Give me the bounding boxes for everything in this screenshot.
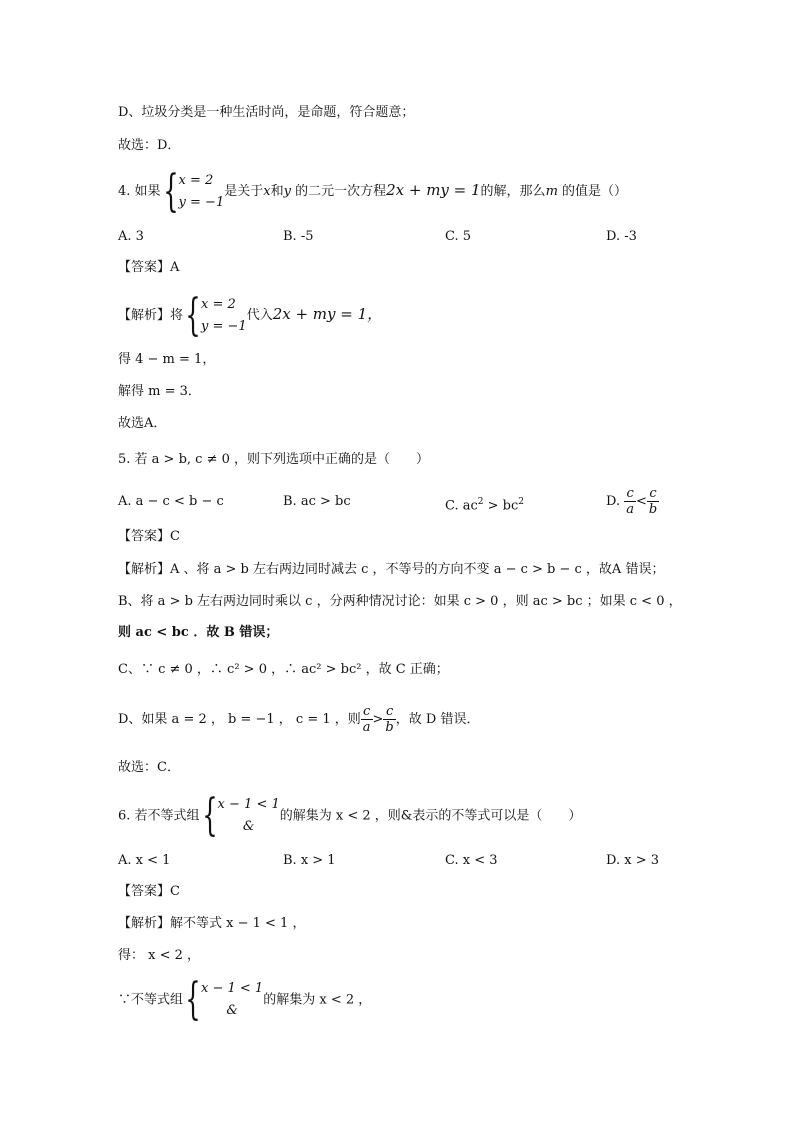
- question-5-explanation-1: 【解析】A 、将 a > b 左右两边同时减去 c ，不等号的方向不变 a − c > b − c ，故A 错误；: [118, 562, 665, 577]
- question-6: 6. 若不等式组{ x − 1 < 1 & 的解集为 x < 2 ，则&表示的不等式可以是（ ）: [118, 790, 582, 841]
- choose-previous: 故选：D．: [118, 138, 181, 153]
- question-4-option-c: C. 5: [445, 229, 472, 244]
- question-4-option-a: A. 3: [118, 229, 144, 244]
- question-5-explanation-5: D、如果 a = 2 ， b = −1 ， c = 1 ，则 $\frac{c}{a}$ > $\frac{c}{b}$ ，故 D 错误．: [118, 704, 480, 735]
- question-5-option-d: D. $\frac{c}{a}$ < $\frac{c}{b}$: [606, 486, 658, 517]
- option-d-previous: D、垃圾分类是一种生活时尚，是命题，符合题意；: [118, 105, 415, 120]
- question-6-option-b: B. x > 1: [283, 853, 336, 868]
- question-4: 4. 如果{ x = 2 y = −1 是关于x和y 的二元一次方程2x + my = 1的解，那么m 的值是（）: [118, 165, 628, 217]
- question-4-system: x = 2 y = −1: [178, 172, 225, 210]
- question-6-option-c: C. x < 3: [445, 853, 498, 868]
- question-4-number: 4. 如果: [118, 184, 161, 199]
- question-5-explanation-3: 则 ac < bc ．故 B 错误；: [118, 625, 279, 640]
- question-6-answer: 【答案】C: [118, 884, 180, 899]
- question-4-answer: 【答案】A: [118, 260, 180, 275]
- question-4-step-2: 解得 m = 3．: [118, 384, 201, 399]
- question-5-explanation-2: B、将 a > b 左右两边同时乘以 c ，分两种情况讨论：如果 c > 0 ，则 ac > bc ；如果 c < 0 ，: [118, 594, 682, 609]
- question-6-explanation-1: 【解析】解不等式 x − 1 < 1 ，: [118, 916, 306, 931]
- brace-symbol: {: [185, 289, 201, 341]
- question-4-option-d: D. -3: [606, 229, 637, 244]
- question-5-option-a: A. a − c < b − c: [118, 494, 224, 509]
- question-5-option-c: C. $ac^2 > bc^2$: [445, 497, 525, 514]
- question-4-step-1: 得 4 − m = 1，: [118, 352, 216, 367]
- question-4-option-b: B. -5: [283, 229, 314, 244]
- question-5: 5. 若 a > b, c ≠ 0 ，则下列选项中正确的是（ ）: [118, 452, 430, 467]
- question-6-explanation-2: 得： x < 2 ，: [118, 948, 201, 963]
- question-5-answer: 【答案】C: [118, 529, 180, 544]
- question-6-option-a: A. x < 1: [118, 853, 171, 868]
- question-5-option-b: B. ac > bc: [283, 494, 351, 509]
- brace-symbol: {: [185, 974, 201, 1025]
- question-4-explanation: 【解析】将{ x = 2 y = −1 代入2x + my = 1，: [118, 289, 383, 341]
- brace-symbol: {: [162, 165, 179, 217]
- question-4-choose: 故选A．: [118, 416, 167, 431]
- question-6-explanation-3: ∵不等式组{ x − 1 < 1 & 的解集为 x < 2 ，: [118, 974, 372, 1025]
- question-5-explanation-4: C、∵ c ≠ 0 ，∴ c² > 0 ，∴ ac² > bc² ，故 C 正确；: [118, 662, 449, 677]
- brace-symbol: {: [201, 790, 218, 841]
- question-5-choose: 故选：C．: [118, 760, 180, 775]
- question-6-option-d: D. x > 3: [606, 853, 659, 868]
